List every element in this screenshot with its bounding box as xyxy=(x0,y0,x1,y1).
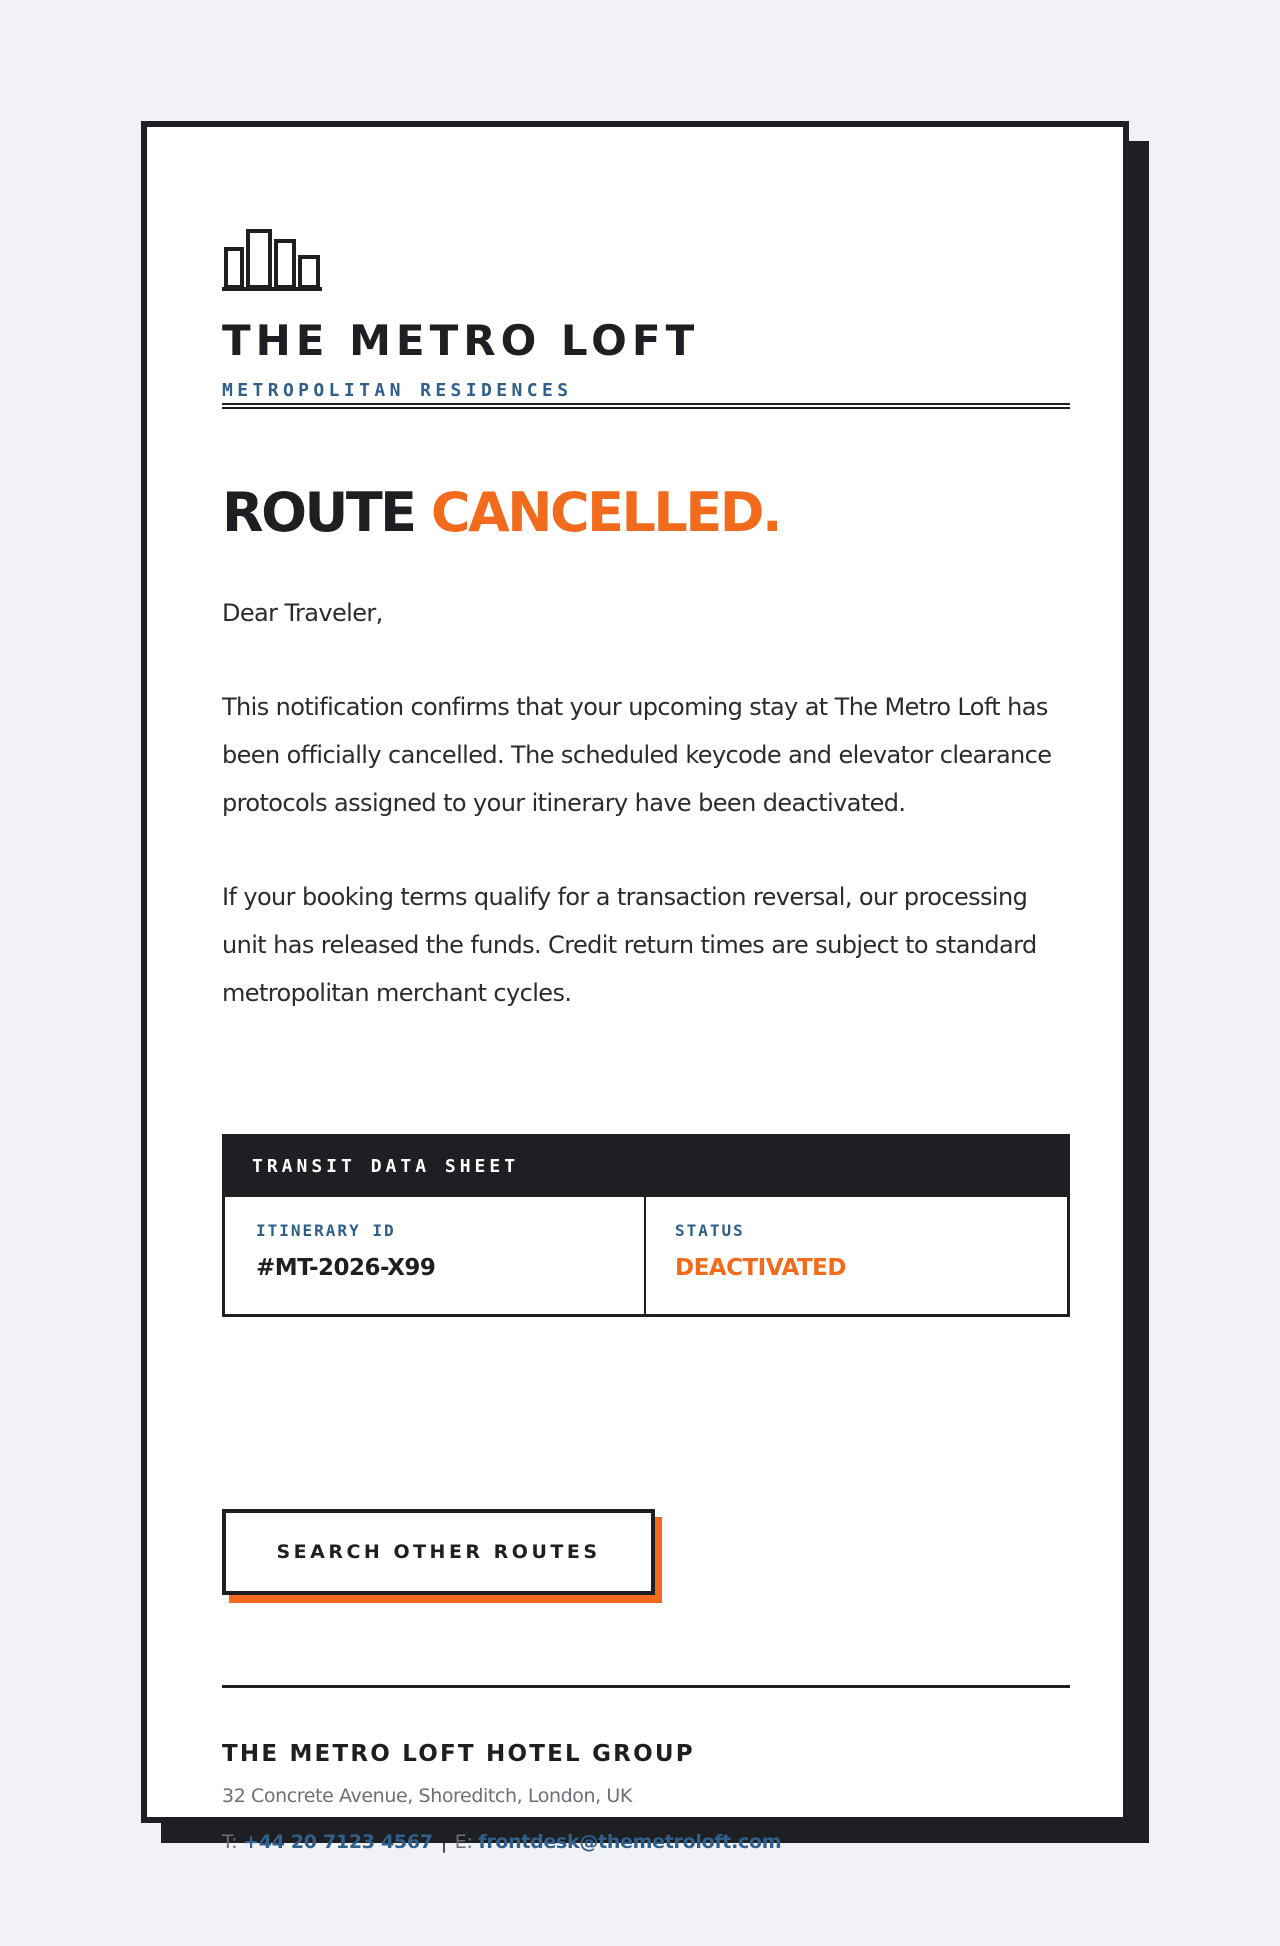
city-skyline-icon xyxy=(222,227,322,291)
data-sheet-title: TRANSIT DATA SHEET xyxy=(225,1137,1067,1197)
email-link[interactable]: frontdesk@themetroloft.com xyxy=(478,1831,782,1853)
brand-name: THE METRO LOFT xyxy=(222,316,700,365)
status-value: DEACTIVATED xyxy=(675,1255,846,1281)
body-paragraph-1: This notification confirms that your upcoming stay at The Metro Loft has been officially cancelled. The scheduled keycode and elevator clearance protocols assigned to your itinerary have been deactivated. xyxy=(222,693,1052,817)
contact-separator: | xyxy=(440,1831,447,1853)
search-other-routes-button[interactable]: SEARCH OTHER ROUTES xyxy=(222,1509,655,1595)
header-divider xyxy=(222,403,1070,409)
body-paragraph-2: If your booking terms qualify for a transaction reversal, our processing unit has released the funds. Credit return times are subject to standard metropolitan merchant cycles. xyxy=(222,883,1037,1007)
title-main: ROUTE xyxy=(222,481,415,544)
page-title xyxy=(222,481,780,545)
email-prefix: E: xyxy=(454,1831,473,1853)
phone-prefix: T: xyxy=(222,1831,238,1853)
transit-data-sheet xyxy=(222,1134,1070,1317)
status-label: STATUS xyxy=(675,1221,745,1240)
footer-contact xyxy=(222,1831,781,1853)
email-card xyxy=(141,121,1129,1853)
greeting: Dear Traveler, xyxy=(222,599,383,627)
itinerary-label: ITINERARY ID xyxy=(256,1221,396,1240)
brand-subtitle: METROPOLITAN RESIDENCES xyxy=(222,380,573,401)
footer-address: 32 Concrete Avenue, Shoreditch, London, UK xyxy=(222,1785,632,1807)
status-cell xyxy=(646,1197,1067,1314)
title-accent: CANCELLED. xyxy=(430,481,781,544)
itinerary-value: #MT-2026-X99 xyxy=(256,1255,436,1281)
itinerary-cell xyxy=(225,1197,646,1314)
footer-company-name: THE METRO LOFT HOTEL GROUP xyxy=(222,1741,695,1767)
phone-link[interactable]: +44 20 7123 4567 xyxy=(243,1831,433,1853)
footer-divider xyxy=(222,1685,1070,1688)
